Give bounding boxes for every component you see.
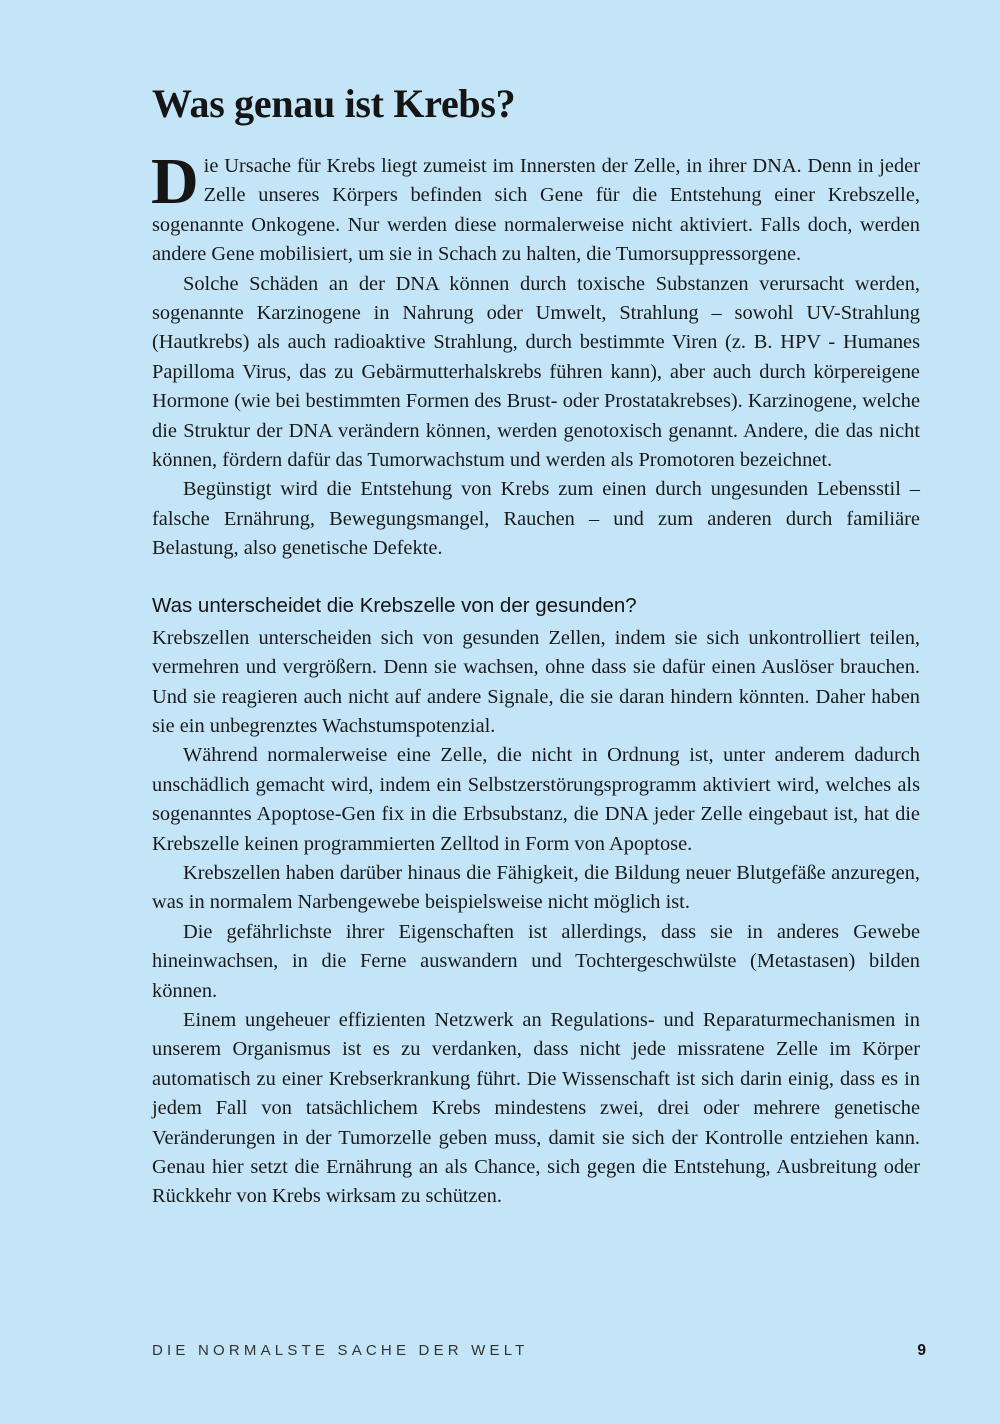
page-content (152, 78, 920, 1212)
intro-paragraph-2: Solche Schäden an der DNA können durch toxische Substanzen verursacht werden, sogenannte Karzinogene in Nahrung oder Umwelt, Strahlung – sowohl UV-Strahlung (Hautkrebs) als auch radioaktive Strahlung, durch bestimmte Viren (z. B. HPV - Humanes Papilloma Virus, das zu Gebärmutterhalskrebs führen kann), aber auch durch körpereigene Hormone (wie bei bestimmten Formen des Brust- oder Prostatakrebses). Karzinogene, welche die Struktur der DNA verändern können, werden genotoxisch genannt. Andere, die das nicht können, fördern dafür das Tumorwachstum und werden als Promotoren bezeichnet. (152, 272, 920, 472)
intro-paragraph-1-text: ie Ursache für Krebs liegt zumeist im Innersten der Zelle, in ihrer DNA. Denn in jeder Zelle unseres Körpers befinden sich Gene für die Entstehung einer Krebszelle, sogenannte Onkogene. Nur werden diese normalerweise nicht aktiviert. Falls doch, werden andere Gene mobilisiert, um sie in Schach zu halten, die Tumorsuppressorgene. (152, 155, 920, 266)
section-paragraph-3: Krebszellen haben darüber hinaus die Fähigkeit, die Bildung neuer Blutgefäße anzuregen, was in normalem Narbengewebe beispielsweise nicht möglich ist. (152, 861, 920, 914)
intro-paragraph-1 (151, 145, 920, 270)
intro-paragraph-3: Begünstigt wird die Entstehung von Krebs zum einen durch ungesunden Lebensstil – falsche Ernährung, Bewegungsmangel, Rauchen – und zum anderen durch familiäre Belastung, also genetische Defekte. (152, 478, 920, 560)
section-paragraph-2: Während normalerweise eine Zelle, die nicht in Ordnung ist, unter anderem dadurch unschädlich gemacht wird, indem ein Selbstzerstörungsprogramm aktiviert wird, welches als sogenanntes Apoptose-Gen fix in die Erbsubstanz, die DNA jeder Zelle eingebaut ist, hat die Krebszelle keinen programmierten Zelltod in Form von Apoptose. (152, 744, 920, 855)
running-head: DIE NORMALSTE SACHE DER WELT (152, 1342, 529, 1359)
drop-cap: D (151, 145, 199, 218)
page-footer (152, 1340, 926, 1362)
page-title: Was genau ist Krebs? (152, 81, 516, 126)
page-number: 9 (917, 1342, 926, 1359)
section-paragraph-5: Einem ungeheuer effizienten Netzwerk an Regulations- und Reparaturmechanismen in unserem Organismus ist es zu verdanken, dass nicht jede missratene Zelle im Körper automatisch zu einer Krebserkrankung führt. Die Wissenschaft ist sich darin einig, dass es in jedem Fall von tatsächlichem Krebs mindestens zwei, drei oder mehrere genetische Veränderungen in der Tumorzelle geben muss, damit sie sich der Kontrolle entziehen kann. Genau hier setzt die Ernährung an als Chance, sich gegen die Entstehung, Ausbreitung oder Rückkehr von Krebs wirksam zu schützen. (152, 1008, 920, 1208)
section-paragraph-4: Die gefährlichste ihrer Eigenschaften ist allerdings, dass sie in anderes Gewebe hineinwachsen, in die Ferne auswandern und Tochtergeschwülste (Metastasen) bilden können. (152, 920, 920, 1002)
section-paragraph-1: Krebszellen unterscheiden sich von gesunden Zellen, indem sie sich unkontrolliert teilen, vermehren und vergrößern. Denn sie wachsen, ohne dass sie dafür einen Auslöser brauchen. Und sie reagieren auch nicht auf andere Signale, die sie daran hindern könnten. Daher haben sie ein unbegrenztes Wachstumspotenzial. (152, 626, 920, 737)
section-heading: Was unterscheidet die Krebszelle von der gesunden? (152, 593, 637, 617)
